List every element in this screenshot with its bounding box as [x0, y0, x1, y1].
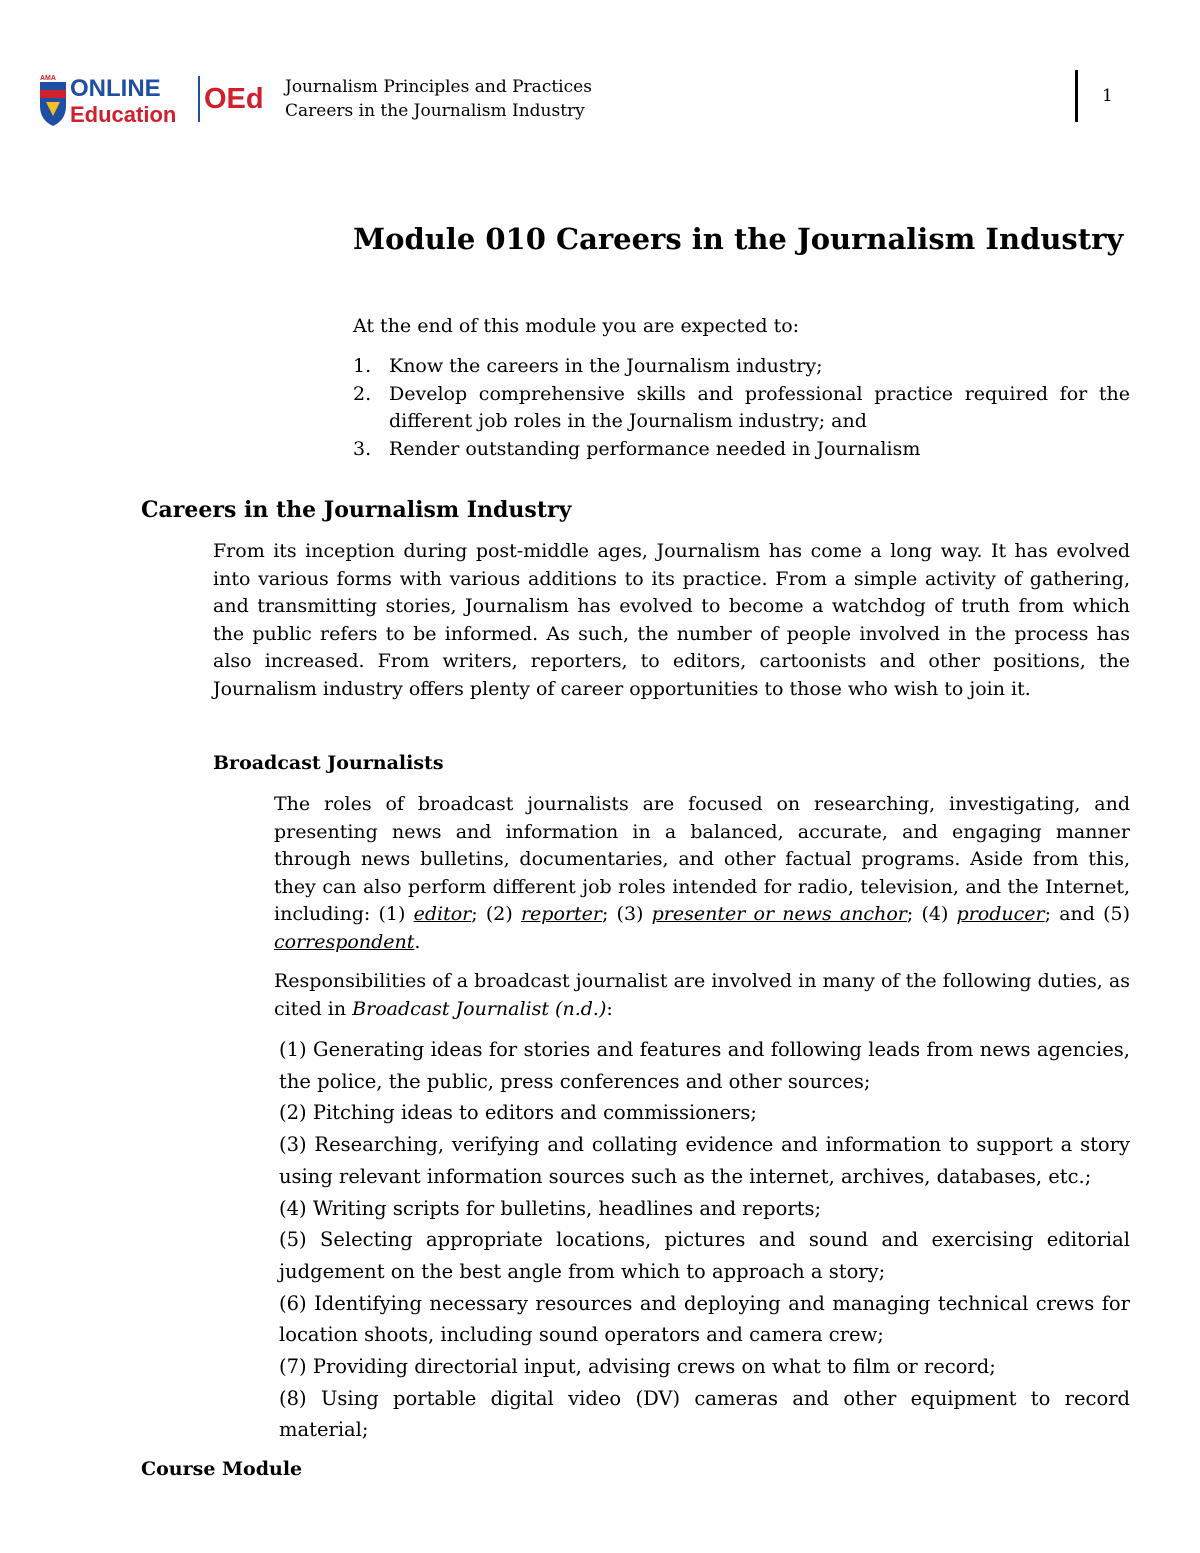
running-header	[285, 75, 592, 123]
section-heading: Careers in the Journalism Industry	[141, 497, 572, 523]
citation: Broadcast Journalist (n.d.)	[352, 997, 607, 1020]
page-number: 1	[1102, 86, 1113, 106]
duty-item: (3) Researching, verifying and collating evidence and information to support a story using relevant information sources such as the internet, archives, databases, etc.;	[279, 1133, 1130, 1188]
duty-item: (5) Selecting appropriate locations, pictures and sound and exercising editorial judgement on the best angle from which to approach a story;	[279, 1228, 1130, 1283]
role-presenter: presenter or news anchor	[651, 903, 907, 925]
logo-oed-text: OEd	[204, 83, 264, 115]
duty-item: (8) Using portable digital video (DV) cameras and other equipment to record material;	[279, 1386, 1130, 1442]
objectives-list	[353, 353, 1130, 463]
objective-item: 3. Render outstanding performance needed in Journalism	[353, 437, 921, 460]
duty-item: (7) Providing directorial input, advising crews on what to film or record;	[279, 1355, 996, 1379]
duty-item: (6) Identifying necessary resources and deploying and managing technical crews for location shoots, including sound operators and camera crew;	[279, 1291, 1130, 1347]
role-producer: producer	[956, 903, 1045, 925]
subsection-heading: Broadcast Journalists	[213, 752, 444, 774]
logo-education-text: Education	[70, 102, 177, 127]
section-intro-paragraph: From its inception during post-middle ages, Journalism has come a long way. It has evolved into various forms with various additions to its practice. From a simple activity of gathering, and transmitting stories, Journalism has evolved to become a watchdog of truth from which the public refers to be informed. As such, the number of people involved in the process has also increased. From writers, reporters, to editors, cartoonists and other positions, the Journalism industry offers plenty of career opportunities to those who wish to join it.	[213, 540, 1130, 700]
role-correspondent: correspondent	[274, 930, 415, 953]
objective-item: 1. Know the careers in the Journalism industry;	[353, 355, 823, 377]
objectives-intro: At the end of this module you are expected to:	[353, 315, 800, 337]
duty-item: (1) Generating ideas for stories and features and following leads from news agencies, the police, the public, press conferences and other sources;	[279, 1038, 1130, 1093]
topic-name: Careers in the Journalism Industry	[285, 101, 585, 121]
responsibilities-paragraph: Responsibilities of a broadcast journalist are involved in many of the following duties, as cited in Broadcast Journalist (n.d.):	[274, 970, 1130, 1020]
footer-label: Course Module	[141, 1458, 303, 1480]
module-title: Module 010 Careers in the Journalism Industry	[353, 222, 1124, 256]
duty-item: (4) Writing scripts for bulletins, headlines and reports;	[279, 1196, 822, 1220]
roles-paragraph: The roles of broadcast journalists are focused on researching, investigating, and presenting news and information in a balanced, accurate, and engaging manner through news bulletins, documentaries, and other factual programs. Aside from this, they can also perform different job roles intended for radio, television, and the Internet, including: (1) editor; (2) reporter; (3) presenter or news anchor; (4) producer; and (5) correspondent.	[274, 793, 1131, 953]
header-divider	[1075, 70, 1078, 122]
role-reporter: reporter	[520, 903, 602, 925]
logo-ama-text: AMA	[40, 75, 56, 82]
oed-logo	[36, 72, 272, 128]
logo-online-text: ONLINE	[70, 75, 161, 102]
duties-list	[279, 1034, 1130, 1446]
objective-item: 2. Develop comprehensive skills and professional practice required for the different job roles in the Journalism industry; and	[353, 382, 1130, 432]
role-editor: editor	[413, 903, 472, 925]
duty-item: (2) Pitching ideas to editors and commissioners;	[279, 1101, 757, 1125]
course-name: Journalism Principles and Practices	[285, 77, 592, 97]
